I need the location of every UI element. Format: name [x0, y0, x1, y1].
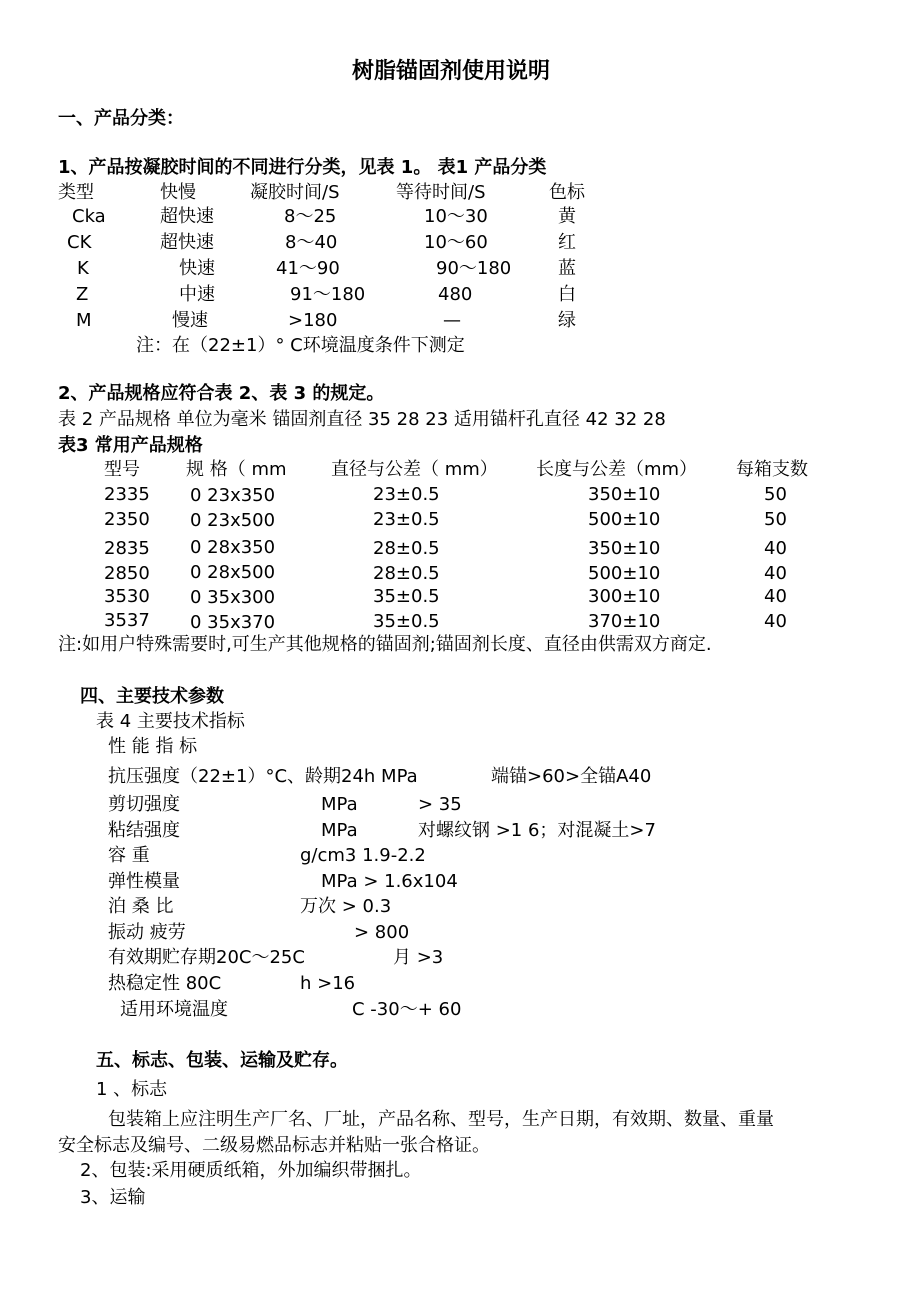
table3-note: 注:如用户特殊需要时,可生产其他规格的锚固剂;锚固剂长度、直径由供需双方商定. — [58, 634, 712, 655]
param-name: 弹性模量 — [108, 871, 180, 892]
table3-cell: 0 23x500 — [190, 510, 276, 531]
table3-cell: 23±0.5 — [373, 509, 440, 530]
table3-cell: 40 — [764, 538, 787, 559]
table3-cell: 28±0.5 — [373, 563, 440, 584]
param-unit: 月 >3 — [393, 947, 444, 968]
table1-cell: — — [443, 310, 461, 331]
table1-cell: 41～90 — [276, 258, 340, 279]
param-name: 有效期贮存期20C～25C — [108, 947, 305, 968]
table1-cell: 10～60 — [424, 232, 488, 253]
table1-cell: 10～30 — [424, 206, 488, 227]
table1-cell: 慢速 — [172, 310, 208, 331]
table3-header: 型号 — [104, 459, 140, 480]
param-name: 振动 疲劳 — [108, 922, 186, 943]
table3-title: 表3 常用产品规格 — [58, 435, 203, 456]
param-value: 对螺纹钢 >1 6；对混凝土>7 — [418, 820, 656, 841]
table4-title: 表 4 主要技术指标 — [96, 711, 245, 732]
section-heading-marking: 五、标志、包装、运输及贮存。 — [96, 1050, 348, 1071]
table1-header: 类型 — [58, 182, 94, 203]
table3-cell: 3537 — [104, 610, 150, 631]
table3-cell: 350±10 — [588, 538, 661, 559]
table1-cell: 超快速 — [160, 232, 214, 253]
table3-cell: 0 35x370 — [190, 612, 276, 633]
table2-line: 表 2 产品规格 单位为毫米 锚固剂直径 35 28 23 适用锚杆孔直径 42 32 28 — [58, 409, 666, 430]
param-unit: MPa — [321, 820, 358, 841]
table1-cell: 黄 — [558, 206, 576, 227]
param-unit: C -30～+ 60 — [352, 999, 462, 1020]
table1-cell: >180 — [288, 310, 338, 331]
table1-cell: 中速 — [179, 284, 215, 305]
table3-cell: 0 23x350 — [190, 485, 276, 506]
table1-cell: Cka — [72, 206, 106, 227]
sub-heading-marking: 1 、标志 — [96, 1079, 168, 1100]
table1-cell: 快速 — [179, 258, 215, 279]
param-unit: h >16 — [300, 973, 356, 994]
table3-cell: 370±10 — [588, 611, 661, 632]
table3-cell: 40 — [764, 563, 787, 584]
table4-col-header: 性 能 指 标 — [108, 736, 198, 757]
table1-cell: 白 — [558, 284, 576, 305]
param-name: 容 重 — [108, 845, 150, 866]
page-title: 树脂锚固剂使用说明 — [352, 59, 551, 84]
table3-cell: 50 — [764, 484, 787, 505]
table1-header: 色标 — [549, 182, 585, 203]
table1-cell: 480 — [438, 284, 473, 305]
table3-cell: 0 28x500 — [190, 562, 276, 583]
item-1-text: 1、产品按凝胶时间的不同进行分类，见表 1。 表1 产品分类 — [58, 157, 547, 178]
table1-cell: 91～180 — [290, 284, 366, 305]
table1-cell: 超快速 — [160, 206, 214, 227]
param-value: 端锚>60>全锚A40 — [491, 766, 652, 787]
item-2-text: 2、产品规格应符合表 2、表 3 的规定。 — [58, 383, 385, 404]
table1-cell: 90～180 — [436, 258, 512, 279]
param-name: 抗压强度（22±1）°C、龄期24h MPa — [108, 766, 418, 787]
table3-header: 规 格（ mm — [186, 459, 287, 480]
param-value: > 35 — [418, 794, 462, 815]
table1-cell: CK — [67, 232, 92, 253]
table1-cell: Z — [76, 284, 89, 305]
table3-cell: 2350 — [104, 509, 150, 530]
table3-cell: 2335 — [104, 484, 150, 505]
table3-cell: 0 28x350 — [190, 537, 276, 558]
table1-cell: K — [77, 258, 89, 279]
table3-header: 长度与公差（mm） — [536, 459, 698, 480]
marking-paragraph-line1: 包装箱上应注明生产厂名、厂址，产品名称、型号，生产日期，有效期、数量、重量 — [108, 1109, 774, 1130]
table3-cell: 2850 — [104, 563, 150, 584]
param-name: 适用环境温度 — [120, 999, 228, 1020]
table3-cell: 0 35x300 — [190, 587, 276, 608]
table1-cell: M — [76, 310, 92, 331]
param-value: > 800 — [354, 922, 410, 943]
table3-cell: 50 — [764, 509, 787, 530]
table1-cell: 红 — [558, 232, 576, 253]
table1-header: 快慢 — [160, 182, 196, 203]
table1-header: 等待时间/S — [396, 182, 486, 203]
param-name: 粘结强度 — [108, 820, 180, 841]
param-name: 热稳定性 80C — [108, 973, 222, 994]
section-heading-tech-params: 四、主要技术参数 — [80, 686, 224, 707]
table3-cell: 500±10 — [588, 563, 661, 584]
table1-note: 注：在（22±1）° C环境温度条件下测定 — [136, 335, 465, 356]
table3-header: 每箱支数 — [736, 459, 808, 480]
table3-cell: 23±0.5 — [373, 484, 440, 505]
table3-cell: 350±10 — [588, 484, 661, 505]
table3-header: 直径与公差（ mm） — [331, 459, 498, 480]
table3-cell: 300±10 — [588, 586, 661, 607]
param-unit: MPa > 1.6x104 — [321, 871, 458, 892]
param-name: 剪切强度 — [108, 794, 180, 815]
table1-cell: 8～40 — [285, 232, 338, 253]
param-unit: MPa — [321, 794, 358, 815]
table3-cell: 35±0.5 — [373, 586, 440, 607]
param-unit: 万次 > 0.3 — [300, 896, 392, 917]
section-heading-classification: 一、产品分类： — [58, 108, 184, 129]
table3-cell: 40 — [764, 586, 787, 607]
table3-cell: 3530 — [104, 586, 150, 607]
table3-cell: 35±0.5 — [373, 611, 440, 632]
table1-cell: 8～25 — [284, 206, 337, 227]
table3-cell: 28±0.5 — [373, 538, 440, 559]
param-unit: g/cm3 1.9-2.2 — [300, 845, 426, 866]
table1-header: 凝胶时间/S — [250, 182, 340, 203]
marking-paragraph-line2: 安全标志及编号、二级易燃品标志并粘贴一张合格证。 — [58, 1135, 490, 1156]
table1-cell: 蓝 — [558, 258, 576, 279]
table3-cell: 40 — [764, 611, 787, 632]
param-name: 泊 桑 比 — [108, 896, 174, 917]
table3-cell: 2835 — [104, 538, 150, 559]
table1-cell: 绿 — [558, 310, 576, 331]
table3-cell: 500±10 — [588, 509, 661, 530]
sub-heading-packaging: 2、包装:采用硬质纸箱，外加编织带捆扎。 — [80, 1160, 422, 1181]
sub-heading-transport: 3、运输 — [80, 1187, 146, 1208]
